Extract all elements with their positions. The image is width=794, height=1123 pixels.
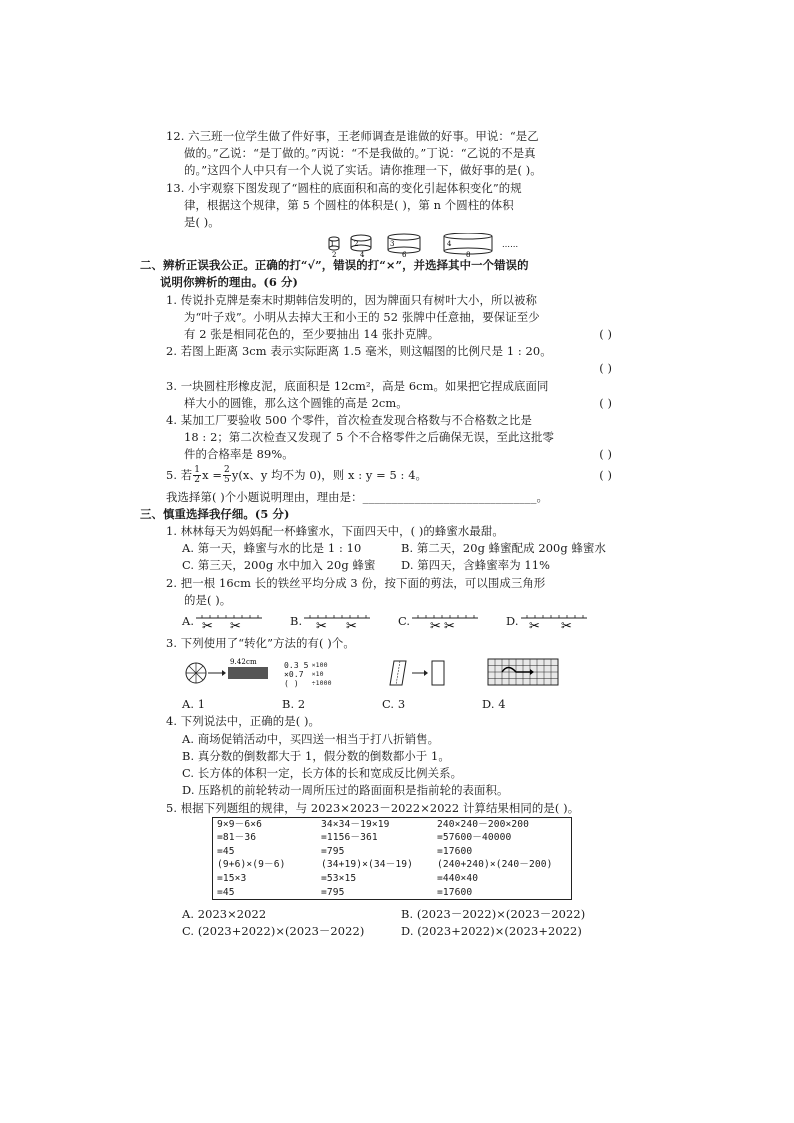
answer-paren-4[interactable]: ( ) <box>599 447 612 462</box>
s3-q3-figure-a <box>184 657 284 692</box>
pattern-table <box>212 817 572 901</box>
s2-item1-line2: 为“叶子戏”。小明从去掉大王和小王的 52 张牌中任意抽，要保证至少 <box>184 309 540 324</box>
table-row <box>213 831 572 845</box>
s3-q3-figure-d <box>484 657 584 692</box>
scissors-icon: ✂ <box>202 619 214 633</box>
s2-item3-line2: 样大小的圆锥，那么这个圆锥的高是 2cm。 ( ) <box>140 395 620 412</box>
q12-line2: 做的。”乙说：“是丁做的。”丙说：“不是我做的。”丁说：“乙说的不是真 <box>184 146 536 161</box>
table-row <box>213 886 572 900</box>
s3-q5-option-d[interactable]: D. (2023+2022)×(2023+2022) <box>401 924 582 939</box>
cylinder-3 <box>388 234 420 257</box>
table-cell: 34×34－19×19 <box>321 818 390 830</box>
s3-q4-option-d[interactable]: D. 压路机的前轮转动一周所压过的路面面积是指前轮的表面积。 <box>182 783 509 798</box>
q13-line1: 13. 小宇观察下图发现了“圆柱的底面积和高的变化引起体积变化”的规 <box>166 180 522 195</box>
table-cell: =795 <box>321 886 345 898</box>
s2-item4-line3: 件的合格率是 89%。 ( ) <box>140 446 620 463</box>
answer-paren-1[interactable]: ( ) <box>599 327 612 342</box>
fraction-two-fifths: $\frac{2}{5}$ <box>224 465 230 486</box>
s3-q3-option-d[interactable]: D. 4 <box>482 697 506 712</box>
q13-line3: 是( )。 <box>184 215 220 230</box>
s2-item2: 2. 若图上距离 3cm 表示实际距离 1.5 毫米，则这幅图的比例尺是 1 : 20。 <box>166 344 552 359</box>
s3-q1-option-a[interactable]: A. 第一天，蜂蜜与水的比是 1 : 10 <box>182 541 362 556</box>
s2-item3-line1: 3. 一块圆柱形橡皮泥，底面积是 12cm²，高是 6cm。如果把它捏成底面同 <box>166 378 549 393</box>
cylinder-1 <box>329 237 339 257</box>
s2-item4-line1: 4. 某加工厂要验收 500 个零件，首次检查发现合格数与不合格数之比是 <box>166 413 533 428</box>
cyl-label-3: 3 <box>390 240 395 249</box>
s3-q3-figure-c <box>384 657 484 692</box>
table-cell: =45 <box>217 886 235 898</box>
s3-q5-option-b[interactable]: B. (2023－2022)×(2023－2022) <box>401 907 586 922</box>
table-cell: (240+240)×(240－200) <box>437 859 553 871</box>
scissors-icon: ✂ <box>528 619 540 633</box>
fraction-half: $\frac{1}{2}$ <box>194 465 201 486</box>
s3-q3-option-c[interactable]: C. 3 <box>382 697 406 712</box>
table-cell: =53×15 <box>321 873 357 885</box>
cyl-label-4: 4 <box>447 240 452 249</box>
scissors-icon: ✂ <box>230 619 242 633</box>
cyl-ellipsis: …… <box>502 240 519 250</box>
cyl-dim-2: 4 <box>360 251 365 258</box>
worksheet <box>140 128 620 941</box>
q12-line1: 12. 六三班一位学生做了件好事，王老师调查是谁做的好事。甲说：“是乙 <box>166 129 539 143</box>
table-cell: (9+6)×(9－6) <box>217 859 286 871</box>
s3-q1-option-b[interactable]: B. 第二天，20g 蜂蜜配成 200g 蜂蜜水 <box>401 541 606 556</box>
s3-q3-option-a[interactable]: A. 1 <box>182 697 206 712</box>
scissors-icon: ✂ <box>316 619 328 633</box>
wire-cut-d-icon <box>519 612 589 632</box>
s2-item4-line2: 18 : 2；第二次检查又发现了 5 个不合格零件之后确保无误，至此这批零 <box>184 430 554 445</box>
table-cell: =1156－361 <box>321 832 378 844</box>
table-cell: (34+19)×(34－19) <box>321 859 413 871</box>
cyl-label-2: 2 <box>354 240 359 249</box>
table-cell: =17600 <box>437 845 473 857</box>
cyl-dim-4: 8 <box>466 251 471 258</box>
s3-q4-option-c[interactable]: C. 长方体的体积一定，长方体的长和宽成反比例关系。 <box>182 766 463 781</box>
s3-q3: 3. 下列使用了“转化”方法的有( )个。 <box>166 636 355 651</box>
parallelogram-to-rectangle-icon <box>384 657 464 687</box>
scissors-icon: ✂ <box>430 619 442 633</box>
q13-line2: 律，根据这个规律，第 5 个圆柱的体积是( )，第 n 个圆柱的体积 <box>184 197 514 212</box>
table-row <box>213 845 572 859</box>
section-2-title: 二、辨析正误我公正。正确的打“√”，错误的打“×”，并选择其中一个错误的 <box>140 258 529 273</box>
grid-area-icon <box>484 657 564 687</box>
answer-paren-3[interactable]: ( ) <box>599 395 612 410</box>
s3-q1-row1 <box>140 540 620 557</box>
s3-q4-option-b[interactable]: B. 真分数的倒数都大于 1，假分数的倒数都小于 1。 <box>182 748 450 763</box>
table-cell: =17600 <box>437 886 473 898</box>
s3-q3-figure-b: 0.3 5 ×0.7 ( ) ×100 ×10 ÷1000 <box>284 660 332 688</box>
table-cell: =795 <box>321 845 345 857</box>
table-cell: =45 <box>217 845 235 857</box>
cyl-dim-1: 2 <box>332 251 337 258</box>
s3-q1: 1. 林林每天为妈妈配一杯蜂蜜水，下面四天中，( )的蜂蜜水最甜。 <box>166 524 504 539</box>
s3-q2-option-a[interactable]: A. ✂ ✂ <box>182 612 290 632</box>
s3-q5-option-c[interactable]: C. (2023+2022)×(2023－2022) <box>182 924 365 939</box>
s3-q3-options <box>140 696 620 713</box>
cyl-label-1: 1 <box>330 240 335 249</box>
cylinder-figure <box>140 231 620 257</box>
s3-q2-option-d[interactable]: D. ✂ ✂ <box>506 612 614 632</box>
table-cell: =440×40 <box>437 873 479 885</box>
s3-q4: 4. 下列说法中，正确的是( )。 <box>166 714 320 729</box>
s2-item5: 5. 若 $\frac{1}{2}$ x = $\frac{2}{5}$ y(x、y 均不为 0)，则 x : y = 5 : 4。 ( ) <box>140 464 620 486</box>
table-cell: =57600－40000 <box>437 832 512 844</box>
cylinder-2 <box>351 235 371 257</box>
wire-cut-c-icon <box>410 612 480 632</box>
scissors-icon: ✂ <box>346 619 358 633</box>
table-row <box>213 872 572 886</box>
s3-q5-option-a[interactable]: A. 2023×2022 <box>182 907 267 922</box>
s2-reason[interactable]: 我选择第( )个小题说明理由，理由是：______________________________。 <box>166 489 549 504</box>
cylinders-svg <box>316 233 636 257</box>
s3-q5-row2 <box>140 923 620 940</box>
table-row <box>213 858 572 872</box>
wire-cut-b-icon <box>302 612 372 632</box>
s3-q5-row1 <box>140 906 620 923</box>
cylinder-4 <box>444 233 492 257</box>
table-cell: 9×9－6×6 <box>217 818 262 830</box>
scissors-icon: ✂ <box>560 619 572 633</box>
s3-q2-options <box>140 609 620 635</box>
s3-q2-line2: 的是( )。 <box>184 592 232 607</box>
s3-q2-option-b[interactable]: B. ✂ ✂ <box>290 612 398 632</box>
s2-item1-line1: 1. 传说扑克牌是秦末时期韩信发明的，因为牌面只有树叶大小，所以被称 <box>166 292 537 307</box>
answer-paren-2[interactable]: ( ) <box>599 361 612 376</box>
table-cell: =15×3 <box>217 873 247 885</box>
q3-length-label: 9.42cm <box>230 657 257 666</box>
s3-q1-row2 <box>140 557 620 574</box>
table-cell: 240×240－200×200 <box>437 818 529 830</box>
s3-q1-option-c[interactable]: C. 第三天，200g 水中加入 20g 蜂蜜 <box>182 558 376 573</box>
section-3-title: 三、慎重选择我仔细。(5 分) <box>140 506 290 521</box>
s3-q1-option-d[interactable]: D. 第四天，含蜂蜜率为 11% <box>401 558 551 573</box>
s3-q2-line1: 2. 把一根 16cm 长的铁丝平均分成 3 份，按下面的剪法，可以围成三角形 <box>166 575 546 590</box>
section-2-title-line2: 说明你辨析的理由。(6 分) <box>160 275 298 290</box>
table-row <box>213 817 572 831</box>
s3-q2-option-c[interactable]: C. ✂ ✂ <box>398 612 506 632</box>
table-cell: =81－36 <box>217 832 257 844</box>
s2-item1-line3: 有 2 张是相同花色的，至少要抽出 14 张扑克牌。 ( ) <box>140 326 620 343</box>
s3-q5: 5. 根据下列题组的规律，与 2023×2023－2022×2022 计算结果相同的是( )。 <box>166 800 580 815</box>
scissors-icon: ✂ <box>444 619 456 633</box>
answer-paren-5[interactable]: ( ) <box>599 467 612 482</box>
s3-q3-figures <box>140 652 620 696</box>
wire-cut-a-icon <box>194 612 264 632</box>
circle-to-rectangle-icon <box>184 657 280 687</box>
q12-line3: 的。”这四个人中只有一个人说了实话。请你推理一下，做好事的是( )。 <box>184 163 542 178</box>
s3-q3-option-b[interactable]: B. 2 <box>282 697 306 712</box>
s3-q4-option-a[interactable]: A. 商场促销活动中，买四送一相当于打八折销售。 <box>182 731 440 746</box>
cyl-dim-3: 6 <box>402 251 407 258</box>
